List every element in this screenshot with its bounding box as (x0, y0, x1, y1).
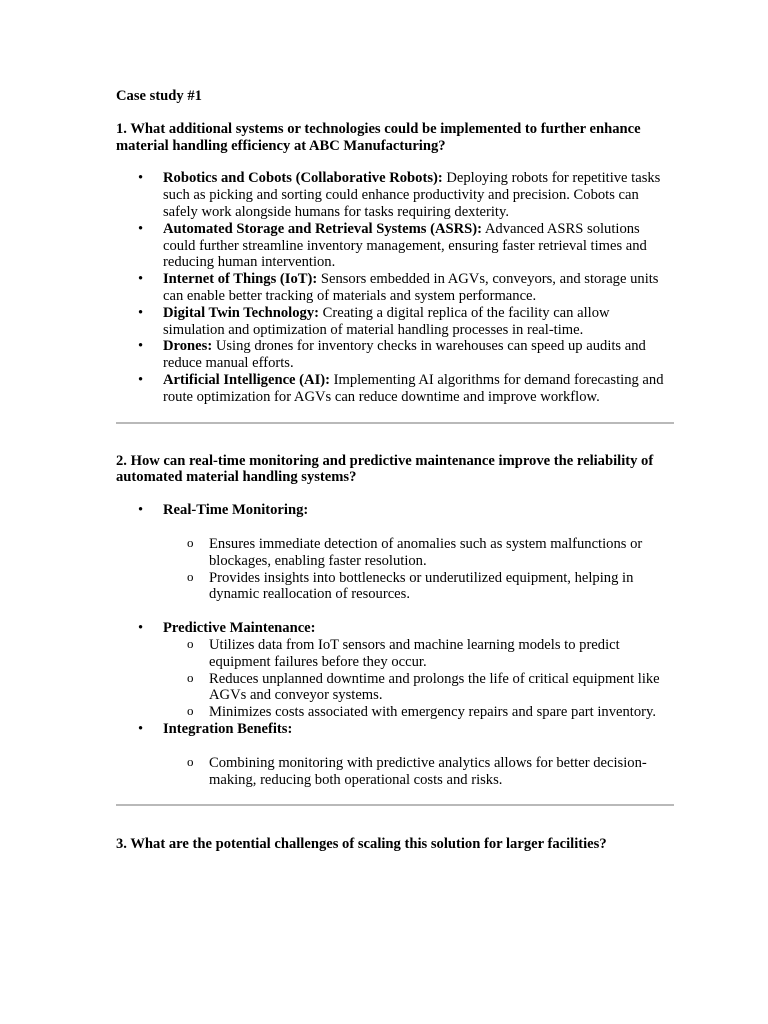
description: Advanced ASRS solutions could further streamline inventory management, ensuring faster retrieval times and reducing human intervention. (163, 220, 647, 271)
realtime-label: Real-Time Monitoring: (163, 502, 309, 519)
predictive-points (163, 637, 674, 721)
list-item (116, 721, 674, 788)
description: Using drones for inventory checks in warehouses can speed up audits and reduce manual efforts. (163, 338, 646, 372)
sub-item: o Reduces unplanned downtime and prolongs the life of critical equipment like AGVs and conveyor systems. (163, 671, 674, 705)
integration-points (163, 755, 674, 789)
term: Artificial Intelligence (AI): (163, 371, 330, 388)
list-item (116, 502, 674, 603)
realtime-points (163, 536, 674, 603)
description: Implementing AI algorithms for demand forecasting and route optimization for AGVs can reduce downtime and improve workflow. (163, 371, 664, 405)
document-page (116, 88, 674, 869)
sub-item: o Provides insights into bottlenecks or underutilized equipment, helping in dynamic reallocation of resources. (163, 570, 674, 604)
sub-item: o Combining monitoring with predictive analytics allows for better decision-making, reducing both operational costs and risks. (163, 755, 674, 789)
term: Internet of Things (IoT): (163, 271, 318, 288)
horizontal-rule (116, 804, 674, 806)
term: Automated Storage and Retrieval Systems (ASRS): (163, 220, 483, 237)
list-item (116, 305, 674, 339)
document-title: Case study #1 (116, 88, 202, 104)
technologies-list (116, 170, 674, 405)
question-1: 1. What additional systems or technologies could be implemented to further enhance material handling efficiency at ABC Manufacturing? (116, 120, 641, 154)
sub-item: o Utilizes data from IoT sensors and machine learning models to predict equipment failures before they occur. (163, 637, 674, 671)
term: Digital Twin Technology: (163, 304, 319, 321)
list-item (116, 221, 674, 271)
term: Drones: (163, 338, 213, 355)
term: Robotics and Cobots (Collaborative Robots): (163, 170, 443, 187)
description: Deploying robots for repetitive tasks such as picking and sorting could enhance productivity and precision. Cobots can safely work alongside humans for tasks requiring dexterity. (163, 170, 661, 220)
sub-item: o Minimizes costs associated with emergency repairs and spare part inventory. (163, 704, 674, 721)
integration-label: Integration Benefits: (163, 720, 293, 737)
list-item (116, 620, 674, 721)
monitoring-list (116, 502, 674, 788)
list-item (116, 338, 674, 372)
list-item (116, 271, 674, 305)
list-item (116, 170, 674, 220)
list-item (116, 372, 674, 406)
predictive-label: Predictive Maintenance: (163, 620, 316, 637)
question-2: 2. How can real-time monitoring and predictive maintenance improve the reliability of automated material handling systems? (116, 452, 654, 486)
sub-item: o Ensures immediate detection of anomalies such as system malfunctions or blockages, enabling faster resolution. (163, 536, 674, 570)
description: Sensors embedded in AGVs, conveyors, and storage units can enable better tracking of materials and system performance. (163, 271, 659, 304)
horizontal-rule (116, 422, 674, 424)
question-3: 3. What are the potential challenges of scaling this solution for larger facilities? (116, 836, 607, 853)
description: Creating a digital replica of the facility can allow simulation and optimization of material handling processes in real-time. (163, 304, 610, 338)
